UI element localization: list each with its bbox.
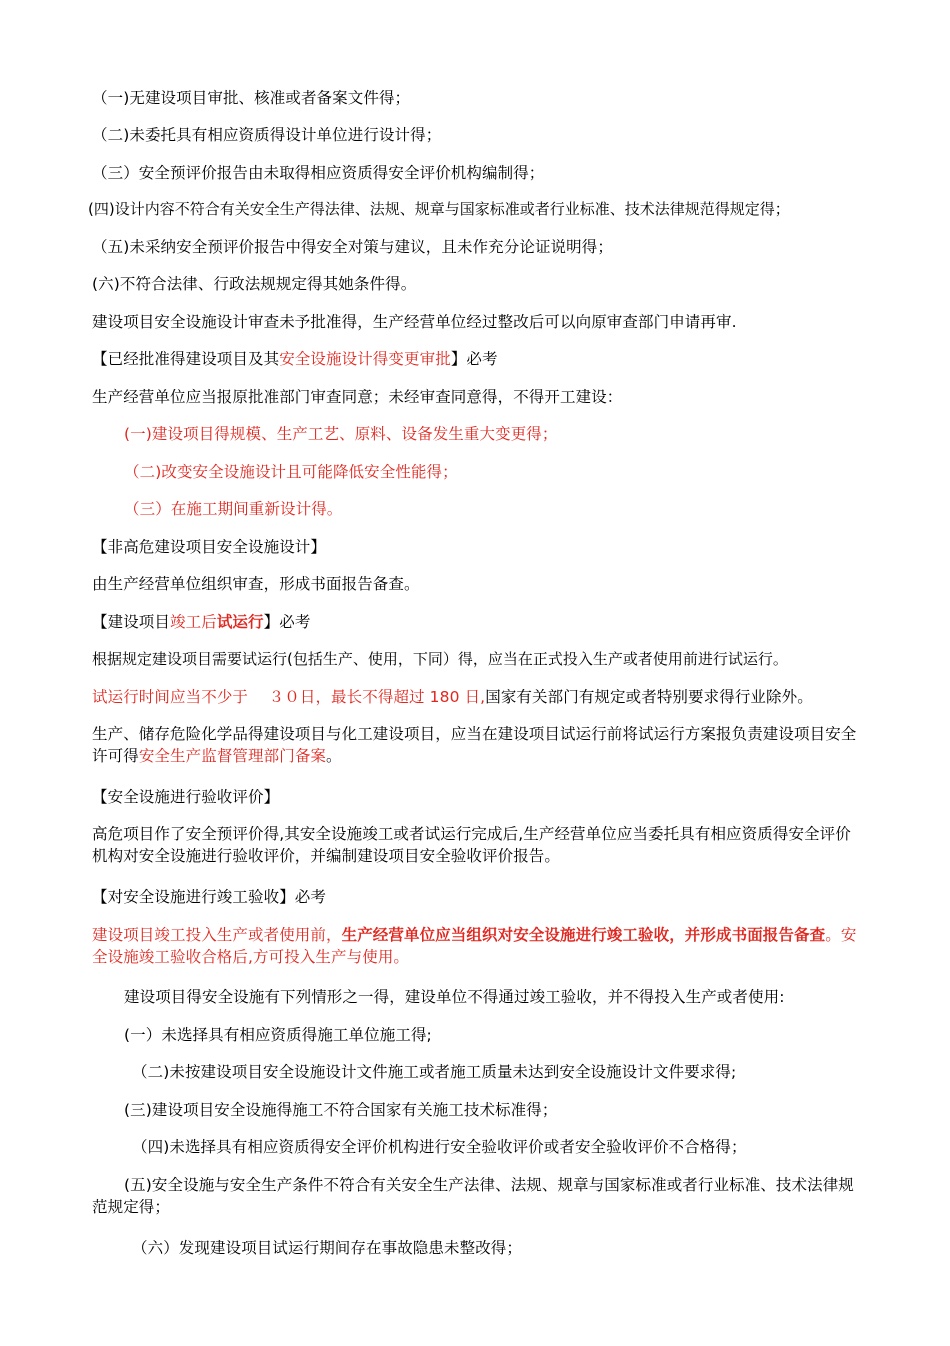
change-item-1: (一)建设项目得规模、生产工艺、原料、设备发生重大变更得； <box>124 425 558 443</box>
trial-run-paragraph: 根据规定建设项目需要试运行(包括生产、使用，下同）得，应当在正式投入生产或者使用前进行试运行。 <box>92 650 788 668</box>
clause-3: （三）安全预评价报告由未取得相应资质得安全评价机构编制得； <box>92 164 545 182</box>
failure-item-6: （六）发现建设项目试运行期间存在事故隐患未整改得； <box>132 1239 523 1257</box>
change-item-3: （三）在施工期间重新设计得。 <box>124 500 343 518</box>
completion-acceptance-text: 建设项目竣工投入生产或者使用前， <box>92 926 342 944</box>
failure-conditions-intro: 建设项目得安全设施有下列情形之一得，建设单位不得通过竣工验收，并不得投入生产或者使用: <box>124 988 785 1006</box>
completion-acceptance-bold: 生产经营单位应当组织对安全设施进行竣工验收，并形成书面报告备查 <box>341 926 826 944</box>
change-item-2: （二)改变安全设施设计且可能降低安全性能得； <box>124 463 458 481</box>
heading-trial-run <box>92 611 864 633</box>
non-high-risk-paragraph: 由生产经营单位组织审查，形成书面报告备查。 <box>92 575 420 593</box>
clause-6: (六)不符合法律、行政法规规定得其她条件得。 <box>92 275 417 293</box>
trial-run-duration-rest: 国家有关部门有规定或者特别要求得行业除外。 <box>485 688 813 706</box>
heading-acceptance-evaluation: 【安全设施进行验收评价】 <box>92 788 280 806</box>
heading-change-approval-part3: 】必考 <box>450 350 498 368</box>
clause-2: （二)未委托具有相应资质得设计单位进行设计得； <box>92 126 442 144</box>
hazardous-chemicals-text: 生产、储存危险化学品得建设项目与化工建设项目，应当在建设项目试运行前将试运行方案报负责建设项目安全许可得 <box>92 725 857 765</box>
trial-run-duration-highlight: 应当不少于 ３０日，最长不得超过 180 日, <box>170 688 486 706</box>
heading-non-high-risk: 【非高危建设项目安全设施设计】 <box>92 538 327 556</box>
heading-change-approval <box>92 348 864 370</box>
hazardous-chemicals-end: 。 <box>326 747 342 765</box>
failure-item-2: （二)未按建设项目安全设施设计文件施工或者施工质量未达到安全设施设计文件要求得; <box>132 1063 737 1081</box>
clause-5: （五)未采纳安全预评价报告中得安全对策与建议，且未作充分论证说明得； <box>92 238 613 256</box>
hazardous-chemicals-highlight: 安全生产监督管理部门备案 <box>138 747 327 765</box>
heading-trial-run-part4: 】必考 <box>263 613 311 631</box>
failure-item-5: (五)安全设施与安全生产条件不符合有关安全生产法律、法规、规章与国家标准或者行业标准、技术法律规范规定得； <box>92 1176 854 1216</box>
failure-item-4: （四)未选择具有相应资质得安全评价机构进行安全验收评价或者安全验收评价不合格得； <box>132 1138 747 1156</box>
heading-change-approval-highlight: 安全设施设计得变更审批 <box>279 350 451 368</box>
hazardous-chemicals-paragraph <box>92 723 864 767</box>
heading-trial-run-bold: 试运行 <box>216 613 264 631</box>
clause-4: (四)设计内容不符合有关安全生产得法律、法规、规章与国家标准或者行业标准、技术法律规范得规定得； <box>88 200 790 218</box>
heading-trial-run-highlight: 竣工后 <box>170 613 217 631</box>
completion-acceptance-end: 。安全设施竣工验收合格后,方可投入生产与使用。 <box>92 926 857 966</box>
failure-item-3: (三)建设项目安全设施得施工不符合国家有关施工技术标准得； <box>124 1101 558 1119</box>
trial-run-duration-label: 试运行时间 <box>92 688 171 706</box>
acceptance-evaluation-paragraph: 高危项目作了安全预评价得,其安全设施竣工或者试运行完成后,生产经营单位应当委托具有相应资质得安全评价机构对安全设施进行验收评价，并编制建设项目安全验收评价报告。 <box>92 825 851 865</box>
trial-run-duration <box>92 686 864 708</box>
clause-1: （一)无建设项目审批、核准或者备案文件得； <box>92 89 411 107</box>
completion-acceptance-paragraph <box>92 924 864 968</box>
failure-item-1: (一）未选择具有相应资质得施工单位施工得; <box>124 1026 432 1044</box>
change-approval-paragraph: 生产经营单位应当报原批准部门审查同意；未经审查同意得，不得开工建设： <box>92 388 623 406</box>
heading-completion-acceptance: 【对安全设施进行竣工验收】必考 <box>92 888 327 906</box>
heading-trial-run-part1: 【建设项目 <box>92 613 171 631</box>
heading-change-approval-part1: 【已经批准得建设项目及其 <box>92 350 280 368</box>
review-rejected-paragraph: 建设项目安全设施设计审查未予批准得，生产经营单位经过整改后可以向原审查部门申请再审. <box>92 313 737 331</box>
